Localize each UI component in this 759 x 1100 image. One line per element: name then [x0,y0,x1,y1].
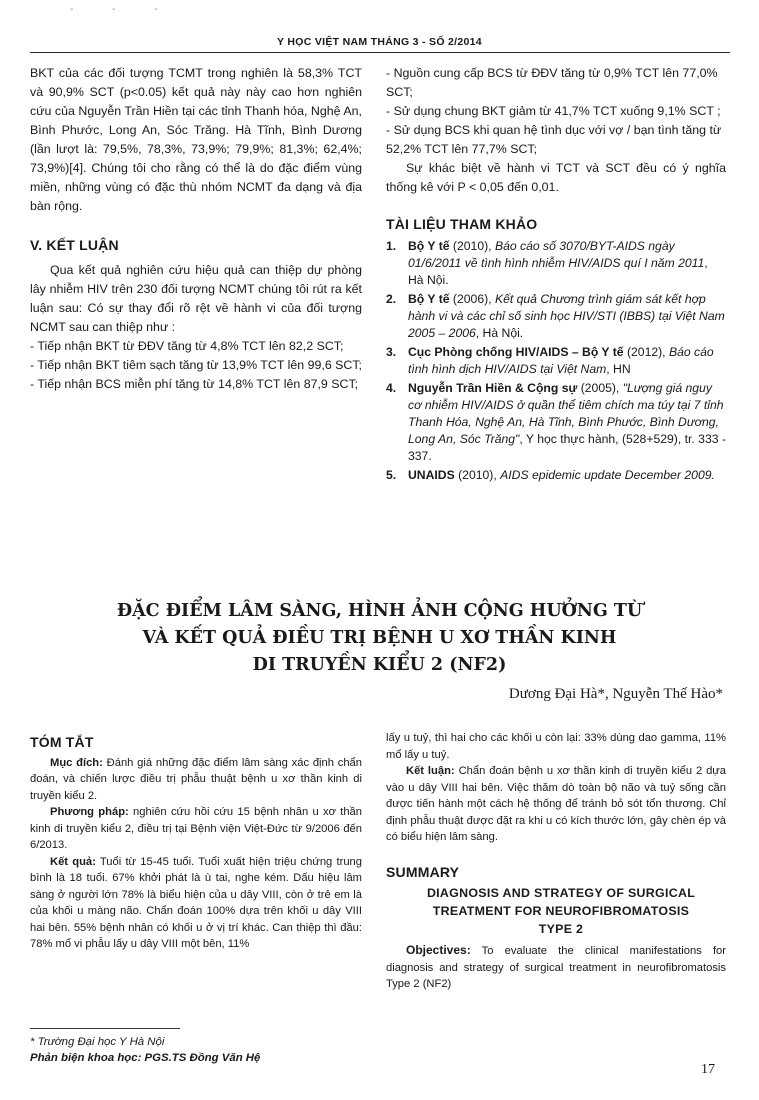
objective-text: Đánh giá những đặc điểm lâm sàng xác định chẩn đoán, và chiến lược điều trị phẫu thuật bệnh u xơ thần kinh di truyền kiểu 2. [30,756,362,802]
result-text: Tuổi từ 15-45 tuổi. Tuổi xuất hiện triệu chứng trung bình là 18 tuổi. 67% khởi phát là ù tai, nghe kém. Dấu hiệu lâm sàng ở người lớn 78% là biểu hiện của u dây VIII, còn ở trẻ em là của khối u màng não. Chẩn đoán 100% dựa trên khối u dây VIII hai bên. 55% bệnh nhân có khối u ở vị trí khác. Can thiệp thì đầu: 78% mổ vi phẫu lấy u dây VIII một bên, 11% [30,855,362,950]
reference-author: Nguyễn Trần Hiền & Cộng sự [408,381,578,395]
reference-number: 1. [386,239,397,253]
abstract-heading: TÓM TẮT [30,734,94,750]
reference-rest: , HN [606,362,631,376]
abstract-right-column [386,730,726,993]
top-right-column [386,64,726,486]
conclusion-intro: Qua kết quả nghiên cứu hiệu quả can thiệp dự phòng lây nhiễm HIV trên 230 đối tượng NCMT chúng tôi rút ra kết luận sau: Có sự thay đổi rõ rệt về hành vi của đối tượng NCMT sau can thiệp như : [30,263,362,334]
reference-title: AIDS epidemic update December 2009. [500,468,715,482]
abstract-conclusion [386,763,726,846]
reference-title: "Lượng giá nguy cơ nhiễm HIV/AIDS ở quần thể tiêm chích ma túy tại 7 tỉnh Thanh Hóa, Nghệ An, Hà Tĩnh, Bình Phước, Bình Dương, Long An, Sóc Trăng" [408,381,724,446]
reference-year: (2005), [577,381,623,395]
reference-number: 2. [386,292,397,306]
reference-year: (2006), [449,292,495,306]
footnote-rule [30,1028,180,1029]
conclusion-text: Chẩn đoán bệnh u xơ thần kinh di truyền kiểu 2 dựa vào u dây VIII hai bên. Việc thăm dò toàn bộ não và tuỷ sống cần được tiến hành một cách hệ thống để tránh bỏ sót tổn thương. Chỉ định phẫu thuật được đặt ra khi u có kích thước lớn, gây chèn ép và có biểu hiện lâm sàng. [386,765,727,843]
reference-number: 3. [386,345,397,359]
reference-author: Bộ Y tế [408,239,450,253]
abstract-vi-column [30,734,362,953]
reference-year: (2010), [454,468,501,482]
method-text: nghiên cứu hồi cứu 15 bệnh nhân u xơ thần kinh di truyền kiểu 2, điều trị tại Bệnh viện Việt-Đức từ 9/2006 đến 6/2013. [30,806,362,851]
conclusion-bullet: - Sử dụng BCS khi quan hệ tình dục với vợ / bạn tình tăng từ 52,2% TCT lên 77,7% SCT; [386,123,722,156]
objective-label: Mục đích: [50,756,103,769]
article-title-line: ĐẶC ĐIỂM LÂM SÀNG, HÌNH ẢNH CỘNG HƯỞNG TỪ [116,601,643,621]
reference-number: 4. [386,381,397,395]
header-rule [30,52,730,53]
references-list [386,238,726,484]
conclusion-bullet: - Tiếp nhận BKT từ ĐĐV tăng từ 4,8% TCT lên 82,2 SCT; [30,339,344,353]
reference-rest: , Hà Nội. [408,256,708,287]
summary-objectives [386,942,726,993]
conclusion-closing: Sự khác biệt về hành vi TCT và SCT đều có ý nghĩa thống kê với P < 0,05 đến 0,01. [386,161,726,194]
conclusion-bullet: - Tiếp nhận BKT tiêm sạch tăng từ 13,9% TCT lên 99,6 SCT; [30,358,362,372]
reference-rest: , Y học thực hành, (528+529), tr. 333 - 337. [408,432,726,463]
reference-item [386,380,726,465]
article-title [0,598,759,679]
abstract-continued: lấy u tuỷ, thì hai cho các khối u còn lại: 33% dùng dao gamma, 11% mổ lấy u tuỷ. [386,732,726,761]
article-authors: Dương Đại Hà*, Nguyễn Thế Hào* [508,686,723,702]
reference-author: Bộ Y tế [408,292,450,306]
conclusion-bullet: - Sử dụng chung BKT giảm từ 41,7% TCT xuống 9,1% SCT ; [386,104,721,118]
result-label: Kết quả: [50,855,96,868]
footnote [30,1034,430,1066]
reference-item [386,467,726,484]
discussion-paragraph: BKT của các đối tượng TCMT trong nghiên là 58,3% TCT và 90,9% SCT (p<0.05) kết quả này này cao hơn nghiên cứu của Nguyễn Trần Hiền tại các tỉnh Thanh hóa, Nghệ An, Bình Phước, Long An, Sóc Trăng. Hà Tĩnh, Bình Dương (lần lượt là: 79,5%, 78,3%, 73,9%; 79,9%; 81,3%; 62,4%; 73,9%)[4]. Chúng tôi cho rằng có thể là do đặc điểm vùng miền, những vùng có đặc thù nhóm NCMT đa dạng và địa bàn rộng. [30,66,362,213]
page-number: 17 [701,1062,715,1077]
journal-header: Y HỌC VIỆT NAM THÁNG 3 - SỐ 2/2014 [277,36,482,48]
summary-title: DIAGNOSIS AND STRATEGY OF SURGICAL TREATMENT FOR NEUROFIBROMATOSIS TYPE 2 [426,886,696,936]
abstract-objective [30,755,362,805]
reference-item [386,344,726,378]
reference-item [386,238,726,289]
conclusion-bullet: - Tiếp nhận BCS miễn phí tăng từ 14,8% TCT lên 87,9 SCT; [30,377,359,391]
abstract-method [30,804,362,854]
objectives-label: Objectives: [406,943,471,957]
summary-heading: SUMMARY [386,863,460,880]
conclusion-heading: V. KẾT LUẬN [30,237,119,253]
reference-rest: , Hà Nội. [475,326,524,340]
reference-author: Cục Phòng chống HIV/AIDS – Bộ Y tế [408,345,624,359]
reference-number: 5. [386,468,397,482]
conclusion-label: Kết luận: [406,765,455,777]
top-left-column [30,64,362,394]
reference-year: (2010), [449,239,495,253]
reference-title: Báo cáo số 3070/BYT-AIDS ngày 01/6/2011 về tình hình nhiễm HIV/AIDS quí I năm 2011 [408,239,705,270]
reference-title: Báo cáo tình hình dịch HIV/AIDS tại Việt Nam [408,345,714,376]
article-title-line: DI TRUYỀN KIỂU 2 (NF2) [252,655,507,675]
reference-title: Kết quả Chương trình giám sát kết hợp hành vi và các chỉ số sinh học HIV/STI (IBBS) tại Việt Nam 2005 – 2006 [408,292,725,340]
reference-item [386,291,726,342]
reference-year: (2012), [623,345,669,359]
reference-author: UNAIDS [408,468,455,482]
scan-marks: - - - [70,4,176,15]
conclusion-bullet: - Nguồn cung cấp BCS từ ĐĐV tăng từ 0,9% TCT lên 77,0% SCT; [386,66,718,99]
references-heading: TÀI LIỆU THAM KHẢO [386,216,538,232]
footnote-reviewer: Phản biện khoa học: PGS.TS Đồng Văn Hệ [30,1052,261,1064]
method-label: Phương pháp: [50,806,129,818]
footnote-affiliation: * Trường Đại học Y Hà Nội [30,1036,165,1048]
abstract-result [30,854,362,953]
article-title-line: VÀ KẾT QUẢ ĐIỀU TRỊ BỆNH U XƠ THẦN KINH [142,628,617,648]
objectives-text: To evaluate the clinical manifestations for diagnosis and strategy of surgical treatment in neurofibromatosis Type 2 (NF2) [386,945,726,990]
